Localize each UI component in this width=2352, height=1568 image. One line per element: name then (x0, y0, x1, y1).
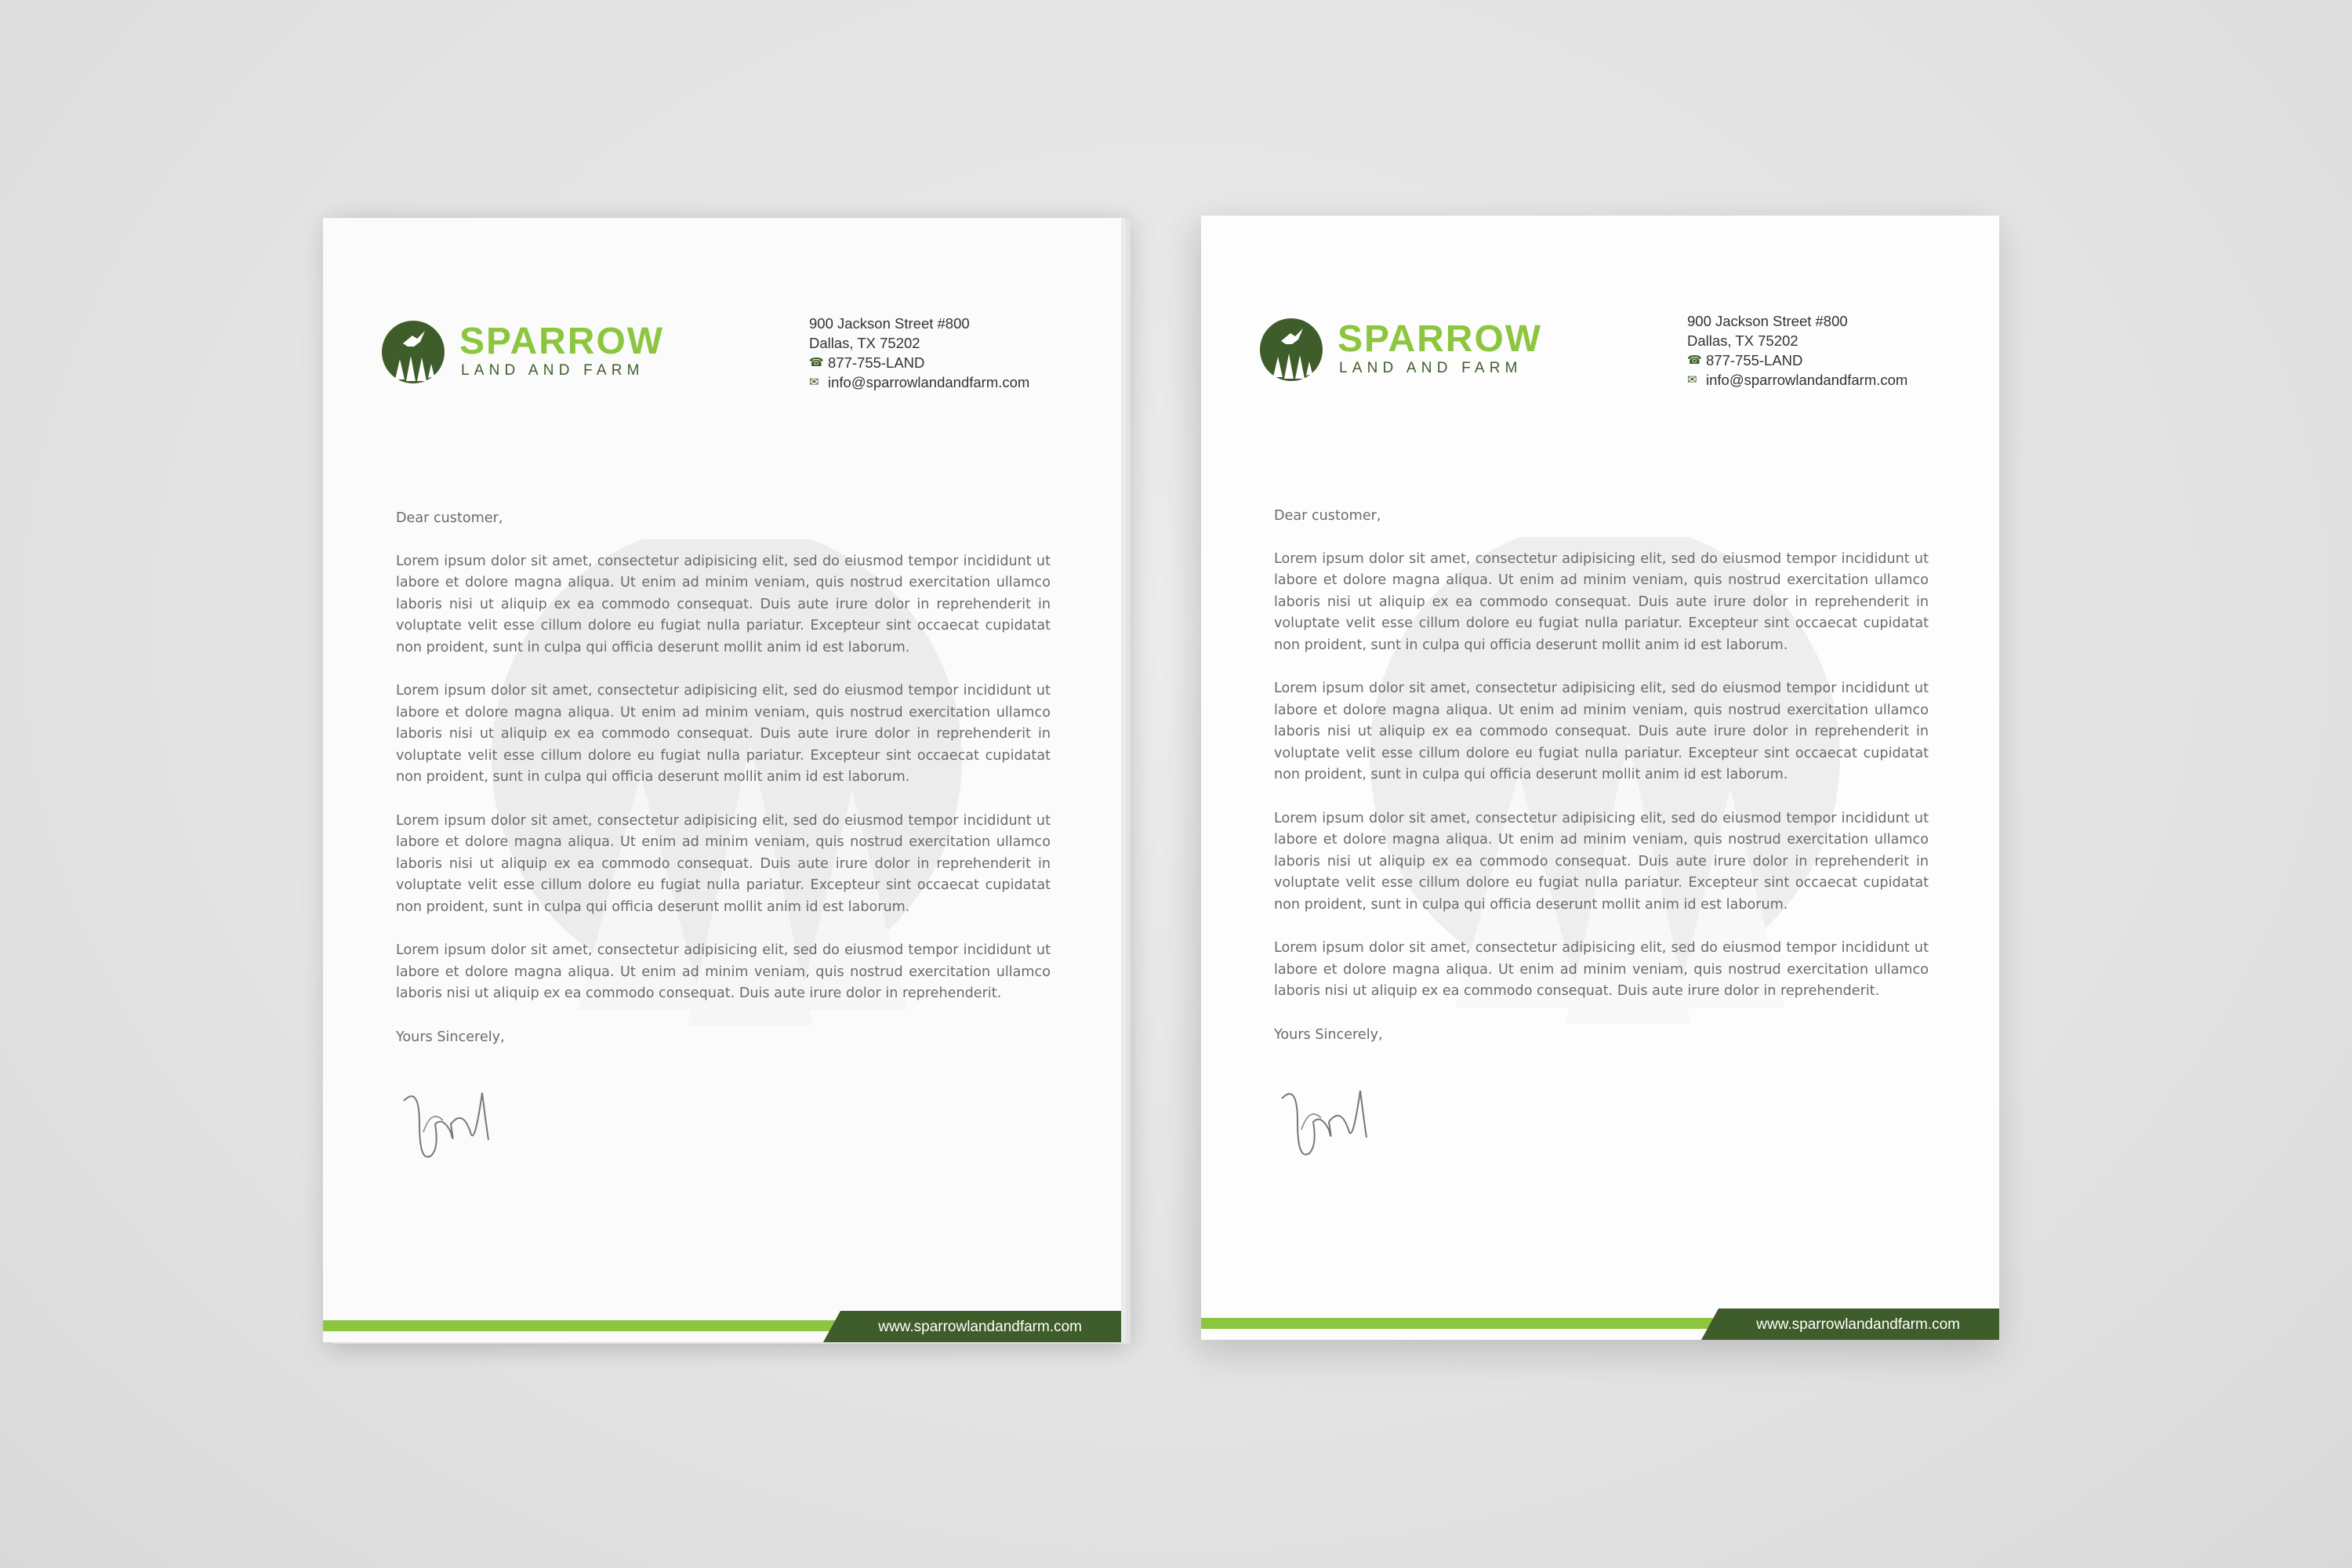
brand-name: SPARROW (459, 321, 665, 362)
sparrow-logo-icon (1259, 318, 1323, 382)
address-line-2: Dallas, TX 75202 (809, 335, 920, 351)
letter-closing: Yours Sincerely, (396, 1029, 505, 1045)
sparrow-logo-icon (381, 320, 445, 384)
address-line-1: 900 Jackson Street #800 (809, 315, 970, 332)
letter-paragraph: Lorem ipsum dolor sit amet, consectetur adipisicing elit, sed do eiusmod tempor incididunt ut labore et dolore magna aliqua. Ut enim ad minim veniam, quis nostrud exercitation ullamco laboris nisi ut aliquip ex ea commodo consequat. Duis aute irure dolor in reprehenderit in voluptate velit esse cillum dolore eu fugiat nulla pariatur. Excepteur sint occaecat cupidatat non proident, sunt in culpa qui officia deserunt mollit anim id est laborum. (396, 683, 1051, 785)
letter-body (1274, 506, 1929, 1068)
address-line-2: Dallas, TX 75202 (1687, 332, 1798, 349)
letter-paragraph: Lorem ipsum dolor sit amet, consectetur adipisicing elit, sed do eiusmod tempor incididunt ut labore et dolore magna aliqua. Ut enim ad minim veniam, quis nostrud exercitation ullamco laboris nisi ut aliquip ex ea commodo consequat. Duis aute irure dolor in reprehenderit in voluptate velit esse cillum dolore eu fugiat nulla pariatur. Excepteur sint occaecat cupidatat non proident, sunt in culpa qui officia deserunt mollit anim id est laborum. (1274, 681, 1929, 782)
address-line-1: 900 Jackson Street #800 (1687, 313, 1848, 329)
signature-image (396, 1077, 498, 1171)
phone-line (809, 353, 1029, 372)
phone-icon: ☎ (1687, 354, 1702, 367)
letter-paragraph: Lorem ipsum dolor sit amet, consectetur adipisicing elit, sed do eiusmod tempor incididunt ut labore et dolore magna aliqua. Ut enim ad minim veniam, quis nostrud exercitation ullamco laboris nisi ut aliquip ex ea commodo consequat. Duis aute irure dolor in reprehenderit in voluptate velit esse cillum dolore eu fugiat nulla pariatur. Excepteur sint occaecat cupidatat non proident, sunt in culpa qui officia deserunt mollit anim id est laborum. (396, 553, 1051, 655)
letter-paragraph: Lorem ipsum dolor sit amet, consectetur adipisicing elit, sed do eiusmod tempor incididunt ut labore et dolore magna aliqua. Ut enim ad minim veniam, quis nostrud exercitation ullamco laboris nisi ut aliquip ex ea commodo consequat. Duis aute irure dolor in reprehenderit in voluptate velit esse cillum dolore eu fugiat nulla pariatur. Excepteur sint occaecat cupidatat non proident, sunt in culpa qui officia deserunt mollit anim id est laborum. (1274, 550, 1929, 653)
email-line (1687, 370, 1907, 390)
email-address: info@sparrowlandandfarm.com (828, 374, 1030, 390)
letter-paragraph: Lorem ipsum dolor sit amet, consectetur adipisicing elit, sed do eiusmod tempor incididunt ut labore et dolore magna aliqua. Ut enim ad minim veniam, quis nostrud exercitation ullamco laboris nisi ut aliquip ex ea commodo consequat. Duis aute irure dolor in reprehenderit in voluptate velit esse cillum dolore eu fugiat nulla pariatur. Excepteur sint occaecat cupidatat non proident, sunt in culpa qui officia deserunt mollit anim id est laborum. (396, 812, 1051, 915)
letter-body (396, 508, 1051, 1070)
phone-number: 877-755-LAND (1706, 352, 1803, 368)
letter-greeting: Dear customer, (396, 510, 503, 526)
phone-line (1687, 350, 1907, 370)
contact-block (809, 314, 1029, 392)
letterhead-sheet-left (323, 218, 1121, 1342)
phone-icon: ☎ (809, 356, 824, 369)
letter-paragraph: Lorem ipsum dolor sit amet, consectetur adipisicing elit, sed do eiusmod tempor incididunt ut labore et dolore magna aliqua. Ut enim ad minim veniam, quis nostrud exercitation ullamco laboris nisi ut aliquip ex ea commodo consequat. Duis aute irure dolor in reprehenderit. (1274, 940, 1929, 999)
contact-block (1687, 311, 1907, 390)
email-line (809, 372, 1029, 392)
email-address: info@sparrowlandandfarm.com (1706, 372, 1908, 388)
letter-paragraph: Lorem ipsum dolor sit amet, consectetur adipisicing elit, sed do eiusmod tempor incididunt ut labore et dolore magna aliqua. Ut enim ad minim veniam, quis nostrud exercitation ullamco laboris nisi ut aliquip ex ea commodo consequat. Duis aute irure dolor in reprehenderit in voluptate velit esse cillum dolore eu fugiat nulla pariatur. Excepteur sint occaecat cupidatat non proident, sunt in culpa qui officia deserunt mollit anim id est laborum. (1274, 810, 1929, 913)
brand-logo (1259, 318, 1588, 388)
letterhead-sheet-right (1201, 216, 1999, 1340)
brand-tagline: LAND AND FARM (461, 362, 644, 379)
letter-greeting: Dear customer, (1274, 508, 1381, 524)
brand-name: SPARROW (1338, 318, 1543, 360)
phone-number: 877-755-LAND (828, 354, 925, 371)
brand-logo (381, 320, 710, 390)
footer-website: www.sparrowlandandfarm.com (1756, 1316, 1960, 1333)
footer-website: www.sparrowlandandfarm.com (878, 1319, 1082, 1335)
signature-image (1274, 1075, 1376, 1169)
letter-paragraph: Lorem ipsum dolor sit amet, consectetur adipisicing elit, sed do eiusmod tempor incididunt ut labore et dolore magna aliqua. Ut enim ad minim veniam, quis nostrud exercitation ullamco laboris nisi ut aliquip ex ea commodo consequat. Duis aute irure dolor in reprehenderit. (396, 942, 1051, 1001)
envelope-icon: ✉ (1687, 373, 1697, 387)
brand-tagline: LAND AND FARM (1339, 360, 1523, 376)
envelope-icon: ✉ (809, 376, 819, 389)
letter-closing: Yours Sincerely, (1274, 1026, 1383, 1043)
